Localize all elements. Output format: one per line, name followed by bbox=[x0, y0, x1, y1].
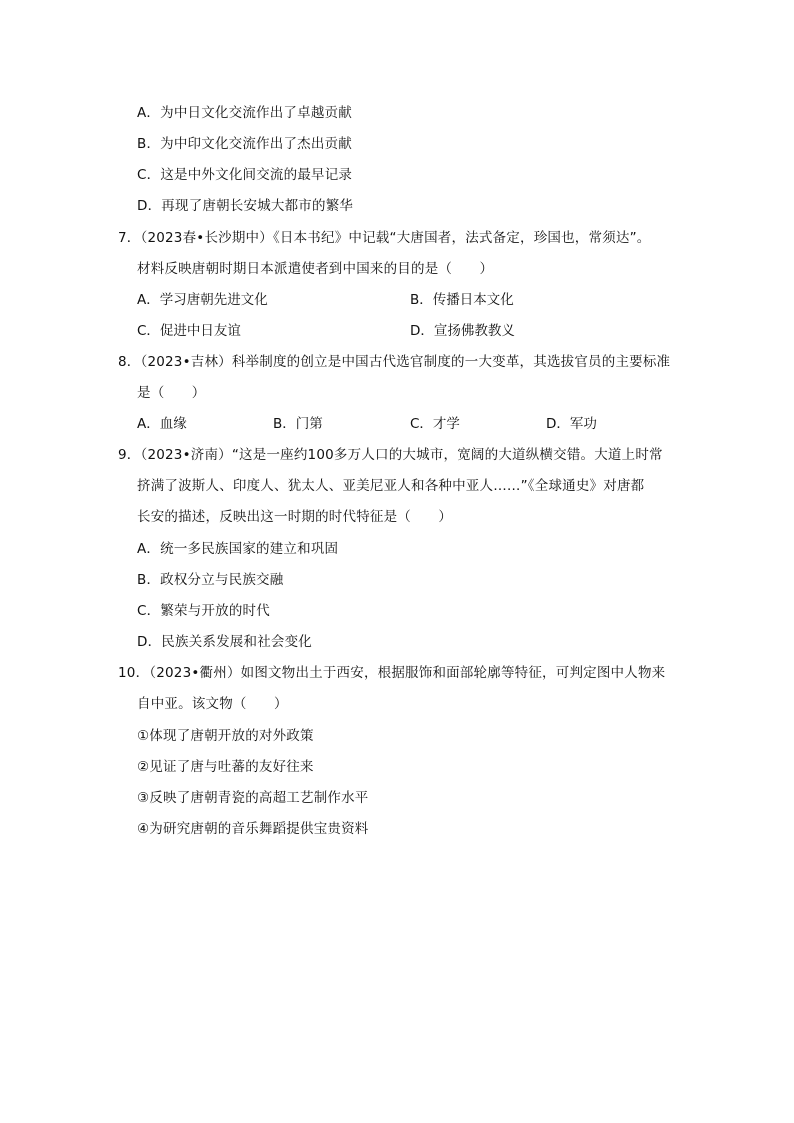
q8-option-c: C．才学 bbox=[410, 416, 460, 432]
q9-stem-line-2: 挤满了波斯人、印度人、犹太人、亚美尼亚人和各种中亚人……”《全球通史》对唐都 bbox=[137, 478, 645, 494]
q7-option-c: C．促进中日友谊 bbox=[137, 323, 241, 339]
q6-option-a: A．为中日文化交流作出了卓越贡献 bbox=[137, 105, 352, 121]
q9-option-c: C．繁荣与开放的时代 bbox=[137, 603, 270, 619]
q8-option-a: A．血缘 bbox=[137, 416, 187, 432]
q9-option-d: D．民族关系发展和社会变化 bbox=[137, 634, 312, 650]
q9-option-a: A．统一多民族国家的建立和巩固 bbox=[137, 541, 339, 557]
q8-option-d: D．军功 bbox=[546, 416, 597, 432]
q6-option-b: B．为中印文化交流作出了杰出贡献 bbox=[137, 136, 352, 152]
q7-option-b: B．传播日本文化 bbox=[410, 292, 514, 308]
q10-stem-line-1: 10．（2023•衢州）如图文物出土于西安，根据服饰和面部轮廓等特征，可判定图中人物来 bbox=[118, 665, 666, 681]
q10-item-2: ②见证了唐与吐蕃的友好往来 bbox=[137, 759, 314, 775]
q10-item-4: ④为研究唐朝的音乐舞蹈提供宝贵资料 bbox=[137, 821, 369, 837]
q8-option-b: B．门第 bbox=[273, 416, 323, 432]
q7-stem-line-2: 材料反映唐朝时期日本派遣使者到中国来的目的是（ ） bbox=[137, 261, 494, 277]
q8-stem-line-1: 8．（2023•吉林）科举制度的创立是中国古代选官制度的一大变革，其选拔官员的主要标准 bbox=[118, 354, 671, 370]
q8-stem-line-2: 是（ ） bbox=[137, 385, 206, 401]
q6-option-c: C．这是中外文化间交流的最早记录 bbox=[137, 167, 353, 183]
q7-option-d: D．宣扬佛教教义 bbox=[410, 323, 515, 339]
q10-item-3: ③反映了唐朝青瓷的高超工艺制作水平 bbox=[137, 790, 369, 806]
q6-option-d: D．再现了唐朝长安城大都市的繁华 bbox=[137, 198, 354, 214]
q7-option-a: A．学习唐朝先进文化 bbox=[137, 292, 268, 308]
q10-stem-line-2: 自中亚。该文物（ ） bbox=[137, 696, 288, 712]
q10-item-1: ①体现了唐朝开放的对外政策 bbox=[137, 728, 314, 744]
q9-stem-line-1: 9．（2023•济南）“这是一座约100多万人口的大城市，宽阔的大道纵横交错。大道上时常 bbox=[118, 447, 663, 463]
q7-stem-line-1: 7．（2023春•长沙期中）《日本书纪》中记载“大唐国者，法式备定，珍国也，常须达”。 bbox=[118, 230, 651, 246]
q9-option-b: B．政权分立与民族交融 bbox=[137, 572, 284, 588]
q9-stem-line-3: 长安的描述，反映出这一时期的时代特征是（ ） bbox=[137, 509, 453, 525]
